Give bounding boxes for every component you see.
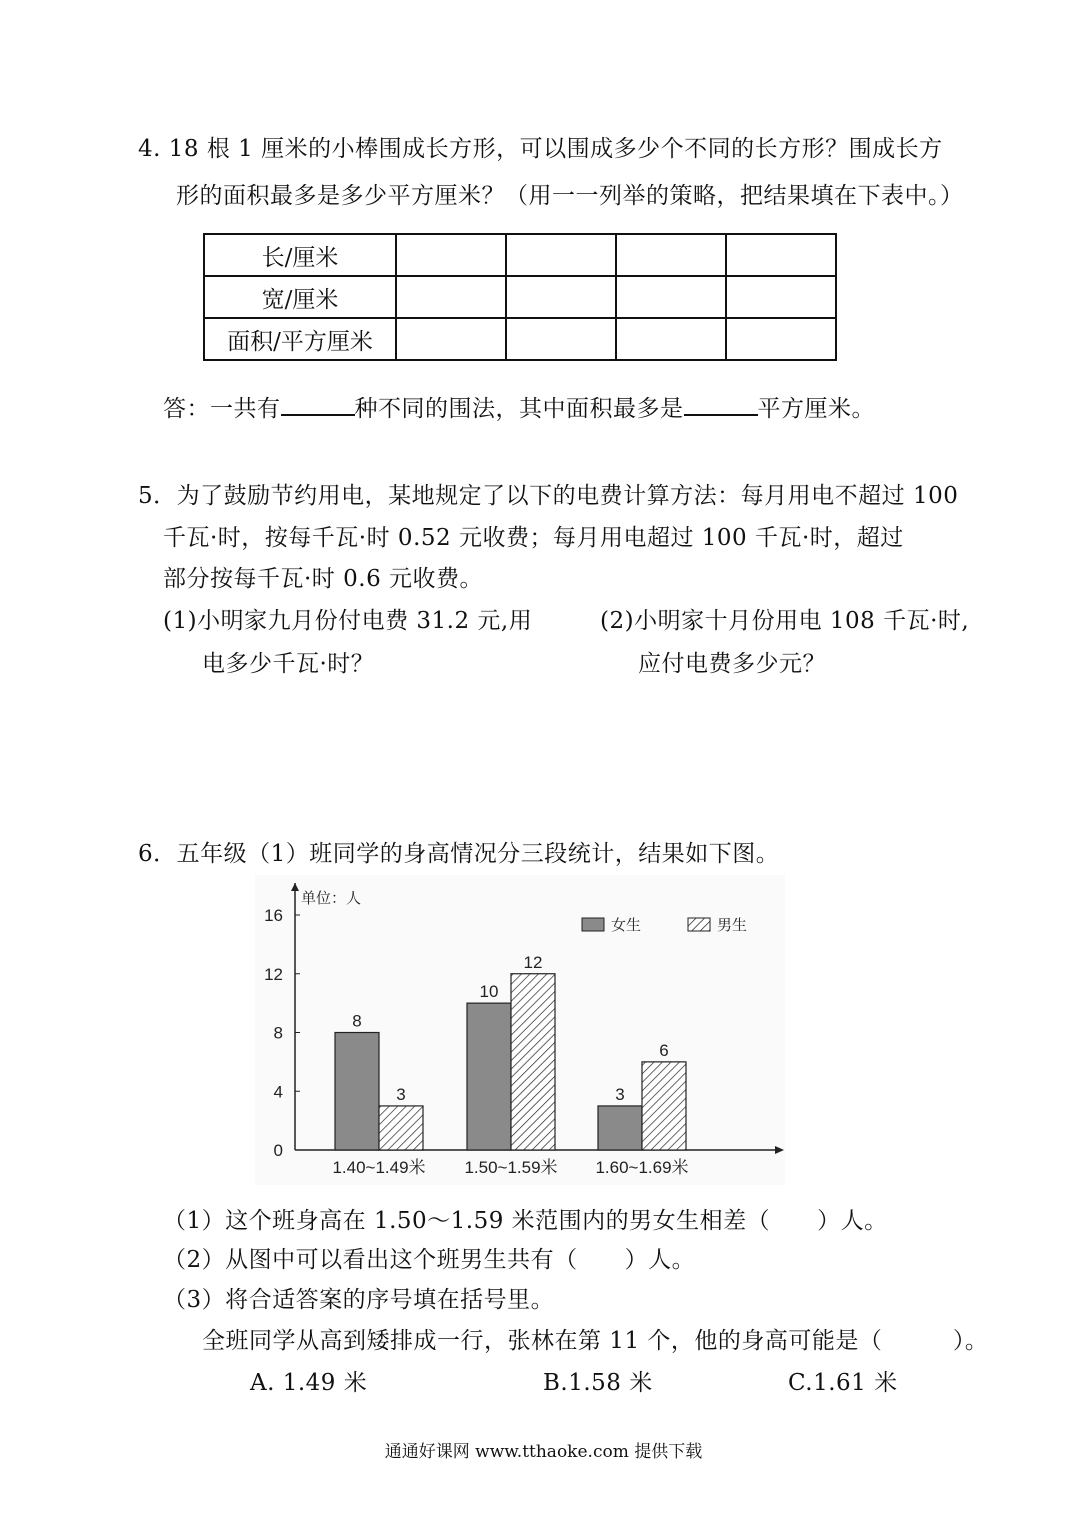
bar-value-label: 12: [523, 952, 543, 972]
option-c[interactable]: C.1.61 米: [788, 1370, 898, 1396]
q5-line2: 千瓦·时，按每千瓦·时 0.52 元收费；每月用电超过 100 千瓦·时，超过: [163, 525, 904, 551]
x-category-label: 1.50~1.59米: [464, 1158, 558, 1177]
option-a[interactable]: A. 1.49 米: [250, 1370, 368, 1396]
q5-sub2-line1: (2)小明家十月份用电 108 千瓦·时,: [600, 608, 970, 634]
bar-value-label: 6: [659, 1040, 669, 1060]
y-tick-label: 8: [273, 1023, 283, 1043]
answer-blank-area[interactable]: [684, 394, 758, 416]
x-category-label: 1.40~1.49米: [332, 1158, 426, 1177]
table-cell[interactable]: [616, 234, 726, 276]
q5-line3: 部分按每千瓦·时 0.6 元收费。: [163, 566, 484, 592]
row-header-width: 宽/厘米: [204, 276, 396, 318]
bar-girls: [467, 1003, 511, 1150]
table-cell[interactable]: [616, 276, 726, 318]
q5-sub1-line1: (1)小明家九月份付电费 31.2 元,用: [163, 608, 533, 634]
footer-text: 通通好课网 www.tthaoke.com 提供下载: [384, 1442, 703, 1462]
bar-boys: [511, 974, 555, 1150]
bar-girls: [598, 1106, 642, 1150]
table-cell[interactable]: [726, 234, 836, 276]
legend-swatch-girls: [582, 918, 604, 931]
q5-sub2-line2: 应付电费多少元？: [638, 651, 826, 677]
answer-middle: 种不同的围法，其中面积最多是: [354, 396, 684, 422]
y-unit-label: 单位：人: [301, 889, 362, 907]
table-row: [204, 276, 836, 318]
option-b[interactable]: B.1.58 米: [543, 1370, 653, 1396]
table-cell[interactable]: [506, 318, 616, 360]
table-row: [204, 234, 836, 276]
bar-boys: [642, 1062, 686, 1150]
bar-value-label: 3: [396, 1084, 406, 1104]
table-cell[interactable]: [726, 276, 836, 318]
table-cell[interactable]: [616, 318, 726, 360]
q4-answer: [163, 390, 875, 423]
bar-value-label: 3: [615, 1084, 625, 1104]
bar-girls: [335, 1033, 379, 1151]
q6-sub3: （3）将合适答案的序号填在括号里。: [163, 1287, 555, 1313]
q6-sub3-text: 全班同学从高到矮排成一行，张林在第 11 个，他的身高可能是（ ）。: [202, 1328, 989, 1354]
table-cell[interactable]: [506, 276, 616, 318]
row-header-area: 面积/平方厘米: [204, 318, 396, 360]
q5-sub1-line2: 电多少千瓦·时？: [202, 651, 375, 677]
q6-sub2: （2）从图中可以看出这个班男生共有（ ）人。: [163, 1247, 696, 1273]
bar-boys: [379, 1106, 423, 1150]
legend-label-girls: 女生: [611, 916, 642, 934]
y-tick-label: 0: [273, 1141, 283, 1160]
legend-swatch-boys: [688, 918, 710, 931]
legend-label-boys: 男生: [717, 916, 748, 934]
y-tick-label: 12: [264, 964, 283, 984]
bar-value-label: 10: [479, 982, 499, 1002]
answer-suffix: 平方厘米。: [757, 396, 875, 422]
q6-title: 6．五年级（1）班同学的身高情况分三段统计，结果如下图。: [138, 841, 780, 867]
table-cell[interactable]: [396, 318, 506, 360]
table-cell[interactable]: [726, 318, 836, 360]
rectangle-table: [203, 233, 837, 361]
x-category-label: 1.60~1.69米: [595, 1158, 689, 1177]
bar-value-label: 8: [352, 1011, 362, 1031]
y-tick-label: 4: [273, 1082, 283, 1102]
table-row: [204, 318, 836, 360]
y-tick-label: 16: [264, 906, 283, 925]
table-cell[interactable]: [396, 234, 506, 276]
q5-line1: 5．为了鼓励节约用电，某地规定了以下的电费计算方法：每月用电不超过 100: [138, 483, 959, 509]
table-cell[interactable]: [396, 276, 506, 318]
q4-line1: 4. 18 根 1 厘米的小棒围成长方形，可以围成多少个不同的长方形？围成长方: [138, 136, 943, 162]
q4-line2: 形的面积最多是多少平方厘米？（用一一列举的策略，把结果填在下表中。）: [176, 183, 964, 209]
height-bar-chart: [255, 875, 785, 1185]
table-cell[interactable]: [506, 234, 616, 276]
answer-prefix: 答：一共有: [163, 396, 281, 422]
answer-blank-count[interactable]: [281, 394, 355, 416]
row-header-length: 长/厘米: [204, 234, 396, 276]
q6-sub1: （1）这个班身高在 1.50～1.59 米范围内的男女生相差（ ）人。: [163, 1208, 888, 1234]
